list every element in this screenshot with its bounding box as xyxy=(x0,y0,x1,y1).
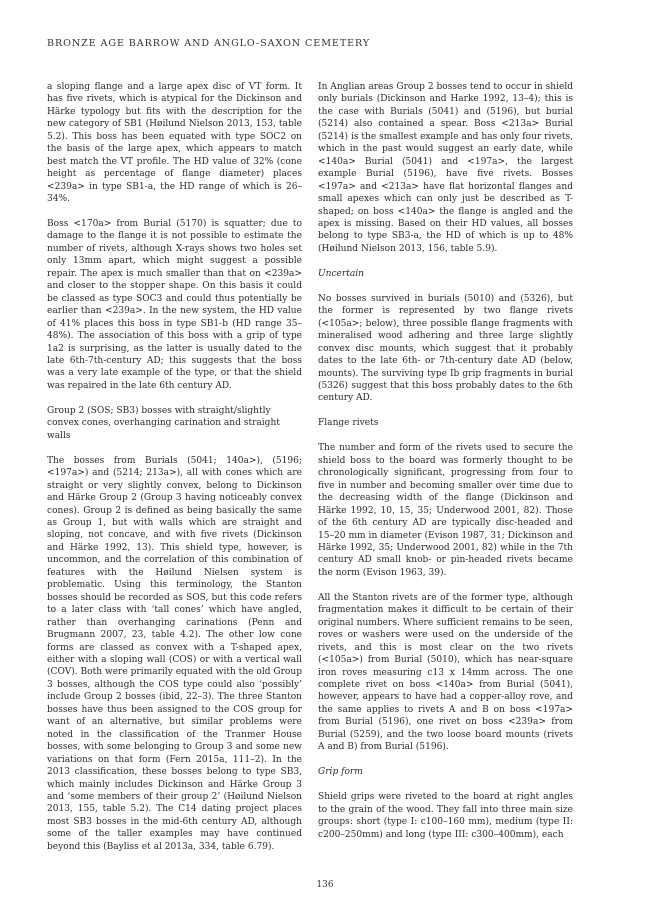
body-paragraph: a sloping flange and a large apex disc of VT form. It has five rivets, which is atypical for the Dickinson and Härke typology but fits with the description for the new category of SB1 (Høilund Nielson 2013, 153, table 5.2). This boss has been equated with type SOC2 on the basis of the large apex, which appears to match best match the VT profile. The HD value of 32% (cone height as percentage of flange diameter) places <239a> in type SB1-a, the HD range of which is 26–34%. xyxy=(47,82,302,205)
section-heading-uncertain: Uncertain xyxy=(318,268,364,279)
body-paragraph: Shield grips were riveted to the board at right angles to the grain of the wood. They fall into three main size groups: short (type I: c100–160 mm), medium (type II: c200–250mm) and long (type III: c300–400mm), each xyxy=(318,792,573,840)
section-heading-grip-form: Grip form xyxy=(318,767,363,778)
body-paragraph: In Anglian areas Group 2 bosses tend to occur in shield only burials (Dickinson and Harke 1992, 13–4); this is the case with Burials (5041) and (5196), but burial (5214) also contained a spear. Boss <213a> Burial (5214) is the smallest example and has only four rivets, which in the past would suggest an early date, while <140a> Burial (5041) and <197a>, the largest example Burial (5196), have five rivets. Bosses <197a> and <213a> have flat horizontal flanges and small apexes which can only just be described as T-shaped; on boss <140a> the flange is angled and the apex is missing. Based on their HD values, all bosses belong to type SB3-a, the HD of which is up to 48% (Høilund Nielson 2013, 156, table 5.9). xyxy=(318,82,573,254)
section-subheading: Group 2 (SOS; SB3) bosses with straight/slightly convex cones, overhanging carination and straight walls xyxy=(47,405,280,441)
right-column xyxy=(318,81,573,853)
body-paragraph: Boss <170a> from Burial (5170) is squatter; due to damage to the flange it is not possible to estimate the number of rivets, although X-rays shows two holes set only 13mm apart, which might suggest a possible repair. The apex is much smaller than that on <239a> and closer to the stopper shape. On this basis it could be classed as type SOC3 and could thus potentially be earlier than <239a>. In the new system, the HD value of 41% places this boss in type SB1-b (HD range 35–48%). The association of this boss with a grip of type 1a2 is surprising, as the latter is usually dated to the late 6th-7th-century AD; this suggests that the boss was a very late example of the type, or that the shield was repaired in the late 6th century AD. xyxy=(47,219,302,391)
body-paragraph: The number and form of the rivets used to secure the shield boss to the board was formerly thought to be chronologically significant, progressing from four to five in number and becoming smaller over time due to the decreasing width of the flange (Dickinson and Härke 1992, 10, 15, 35; Underwood 2001, 82). Those of the 6th century AD are typically disc-headed and 15–20 mm in diameter (Evison 1987, 31; Dickinson and Härke 1992, 35; Underwood 2001, 82) while in the 7th century AD small knob- or pin-headed rivets became the norm (Evison 1963, 39). xyxy=(318,443,573,578)
body-paragraph: No bosses survived in burials (5010) and (5326), but the former is represented by two flange rivets (<105a>; below), three possible flange fragments with mineralised wood adhering and three large slightly convex disc mounts, which suggest that it probably dates to the late 6th- or 7th-century date AD (below, mounts). The surviving type Ib grip fragments in burial (5326) suggest that this boss probably dates to the 6th century AD. xyxy=(318,293,573,404)
left-column xyxy=(47,81,302,866)
section-heading-flange-rivets: Flange rivets xyxy=(318,418,379,429)
page-number: 136 xyxy=(316,880,334,890)
body-paragraph: The bosses from Burials (5041; 140a>), (5196; <197a>) and (5214; 213a>), all with cones which are straight or very slightly convex, belong to Dickinson and Härke Group 2 (Group 3 having noticeably convex cones). Group 2 is defined as being basically the same as Group 1, but with walls which are straight and sloping, not concave, and with five rivets (Dickinson and Härke 1992, 13). This shield type, however, is uncommon, and the correlation of this combination of features with the Høilund Nielsen system is problematic. Using this terminology, the Stanton bosses should be recorded as SOS, but this code refers to a later class with ‘tall cones’ which have angled, rather than overhanging carinations (Penn and Brugmann 2007, 23, table 4.2). The other low cone forms are classed as convex with a T-shaped apex, either with a sloping wall (COS) or with a vertical wall (COV). Both were primarily equated with the old Group 3 bosses, although the COS type could also ‘possibly’ include Group 2 bosses (ibid, 22–3). The three Stanton bosses have thus been assigned to the COS group for want of an alternative, but similar problems were noted in the classification of the Tranmer House bosses, with some belonging to Group 3 and some new variations on that form (Fern 2015a, 111–2). In the 2013 classification, these bosses belong to type SB3, which mainly includes Dickinson and Härke Group 3 and ‘some members of their group 2’ (Høilund Nielson 2013, 155, table 5.2). The C14 dating project places most SB3 bosses in the mid-6th century AD, although some of the taller examples may have continued beyond this (Bayliss et al 2013a, 334, table 6.79). xyxy=(47,455,303,852)
running-head: BRONZE AGE BARROW AND ANGLO-SAXON CEMETERY xyxy=(47,38,371,49)
body-paragraph: All the Stanton rivets are of the former type, although fragmentation makes it difficult to be certain of their original numbers. Where sufficient remains to be seen, roves or washers were used on the underside of the rivets, and this is most clear on the two rivets (<105a>) from Burial (5010), which has near-square iron roves measuring c13 x 14mm across. The one complete rivet on boss <140a> from Burial (5041), however, appears to have had a copper-alloy rove, and the same applies to rivets A and B on boss <197a> from Burial (5196), one rivet on boss <239a> from Burial (5259), and the two loose board mounts (rivets A and B) from Burial (5196). xyxy=(318,592,573,753)
